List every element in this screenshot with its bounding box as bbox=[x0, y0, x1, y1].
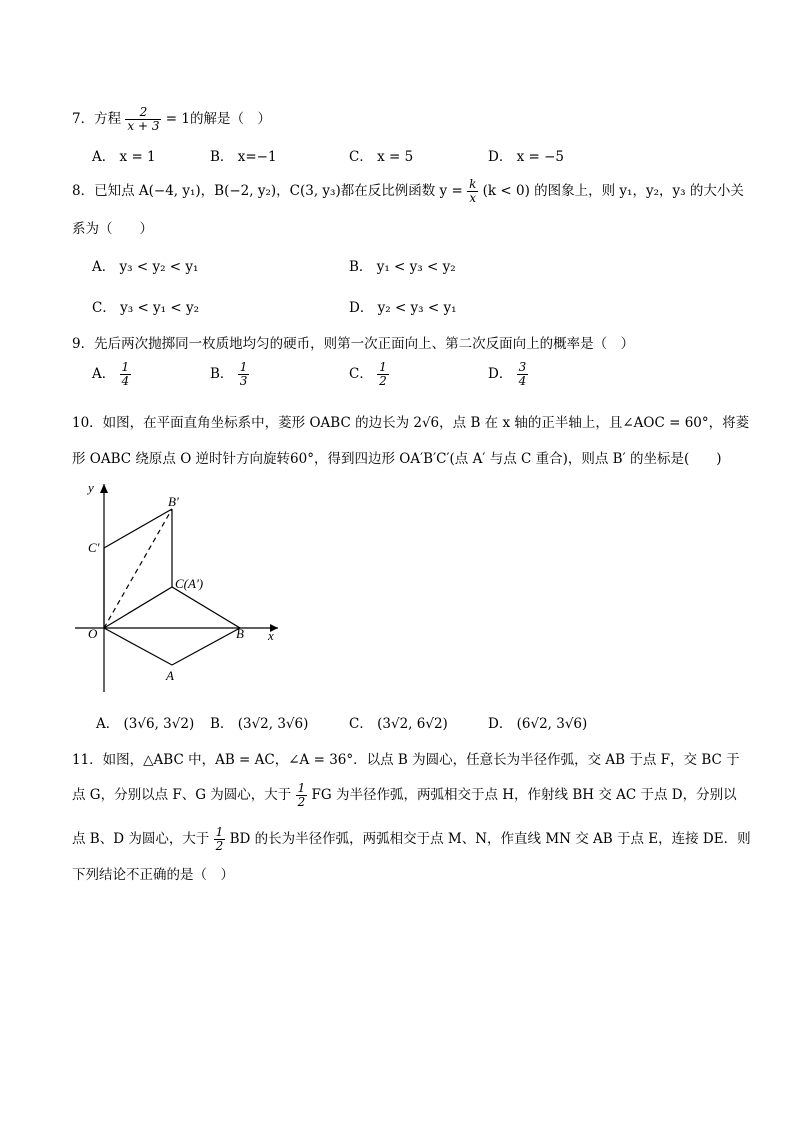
q8-option-c[interactable]: C． y₃ < y₁ < y₂ bbox=[92, 300, 200, 316]
q7-option-b[interactable]: B． x=−1 bbox=[210, 149, 277, 165]
q7-frac-den: x + 3 bbox=[127, 119, 160, 133]
q9-option-d-label: D． bbox=[488, 366, 513, 382]
q7-option-a[interactable]: A． x = 1 bbox=[92, 149, 156, 165]
q9-option-b-label: B． bbox=[210, 366, 234, 382]
q8-option-b[interactable]: B． y₁ < y₃ < y₂ bbox=[349, 259, 456, 275]
q11-line2-a: 点 G，分别以点 F、G 为圆心，大于 bbox=[72, 787, 292, 803]
label-b-prime: B′ bbox=[168, 494, 179, 509]
q11-line3-fraction bbox=[214, 826, 226, 853]
q11-line2-fraction bbox=[296, 782, 308, 809]
q7-option-c[interactable]: C． x = 5 bbox=[349, 149, 414, 165]
q11-line3-frac-num: 1 bbox=[215, 825, 224, 839]
dashed-ob-prime bbox=[104, 509, 172, 628]
q9-c-num: 1 bbox=[379, 360, 387, 374]
q7-frac-num: 2 bbox=[125, 106, 161, 120]
q8-option-a[interactable]: A． y₃ < y₂ < y₁ bbox=[92, 259, 199, 275]
q7-option-d[interactable]: D． x = −5 bbox=[488, 149, 565, 165]
y-axis-arrow-icon bbox=[100, 484, 108, 493]
q8-line1-a: 8．已知点 A(−4, y₁)，B(−2, y₂)，C(3, y₃)都在反比例函数 y = bbox=[72, 183, 463, 199]
q7-prefix: 7．方程 bbox=[72, 111, 122, 127]
q8-line1-b: (k < 0) 的图象上，则 y₁，y₂，y₃ 的大小关 bbox=[482, 183, 744, 199]
q11-line3 bbox=[72, 826, 751, 853]
q9-c-den: 2 bbox=[379, 374, 387, 388]
q10-option-a[interactable]: A． (3√6, 3√2) bbox=[96, 716, 195, 732]
q10-option-d[interactable]: D． (6√2, 3√6) bbox=[488, 716, 588, 732]
label-a: A bbox=[166, 668, 174, 683]
q8-frac-den: x bbox=[469, 191, 477, 205]
q9-b-num: 1 bbox=[239, 360, 248, 374]
q9-d-num: 3 bbox=[518, 360, 527, 374]
rhombus-oabc bbox=[104, 587, 240, 665]
label-c-prime: C′ bbox=[88, 540, 100, 555]
label-x: x bbox=[268, 628, 274, 643]
label-y: y bbox=[88, 480, 94, 495]
q9-a-num: 1 bbox=[121, 360, 130, 374]
segment-c-prime-b-prime bbox=[104, 509, 172, 548]
q10-line2: 形 OABC 绕原点 O 逆时针方向旋转60°，得到四边形 OA′B′C′(点 A′ 与点 C 重合)，则点 B′ 的坐标是( ) bbox=[72, 451, 722, 467]
q9-option-c-label: C． bbox=[349, 366, 373, 382]
q7-suffix: = 1的解是（ ） bbox=[165, 111, 271, 127]
q8-frac-num: k bbox=[469, 177, 477, 191]
q11-line2 bbox=[72, 782, 737, 809]
q8-option-d[interactable]: D． y₂ < y₃ < y₁ bbox=[349, 300, 457, 316]
q11-line2-b: FG 为半径作弧，两弧相交于点 H，作射线 BH 交 AC 于点 D，分别以 bbox=[311, 787, 737, 803]
q10-option-b[interactable]: B． (3√2, 3√6) bbox=[210, 716, 309, 732]
q11-line3-b: BD 的长为半径作弧，两弧相交于点 M、N，作直线 MN 交 AB 于点 E，连接 DE．则 bbox=[229, 831, 751, 847]
q11-line1: 11．如图，△ABC 中，AB = AC，∠A = 36°．以点 B 为圆心，任意长为半径作弧，交 AB 于点 F，交 BC 于 bbox=[72, 752, 740, 768]
q11-line3-frac-den: 2 bbox=[215, 839, 224, 853]
q10-option-c[interactable]: C． (3√2, 6√2) bbox=[349, 716, 448, 732]
q10-line1: 10．如图，在平面直角坐标系中，菱形 OABC 的边长为 2√6，点 B 在 x 轴的正半轴上，且∠AOC = 60°，将菱 bbox=[72, 415, 750, 431]
q9-d-den: 4 bbox=[518, 374, 527, 388]
q8-line2: 系为（ ） bbox=[72, 221, 153, 237]
q9-b-den: 3 bbox=[239, 374, 248, 388]
q9-option-a-label: A． bbox=[92, 366, 116, 382]
label-c-a-prime: C(A′) bbox=[175, 576, 204, 591]
q9-a-den: 4 bbox=[121, 374, 130, 388]
label-o: O bbox=[88, 626, 98, 641]
q11-line2-frac-num: 1 bbox=[297, 781, 306, 795]
q11-line2-frac-den: 2 bbox=[297, 795, 306, 809]
label-b: B bbox=[236, 626, 244, 641]
q11-line3-a: 点 B、D 为圆心，大于 bbox=[72, 831, 210, 847]
q11-line4: 下列结论不正确的是（ ） bbox=[72, 867, 234, 883]
question-9-stem: 9．先后两次抛掷同一枚质地均匀的硬币，则第一次正面向上、第二次反面向上的概率是（ ） bbox=[72, 336, 635, 352]
